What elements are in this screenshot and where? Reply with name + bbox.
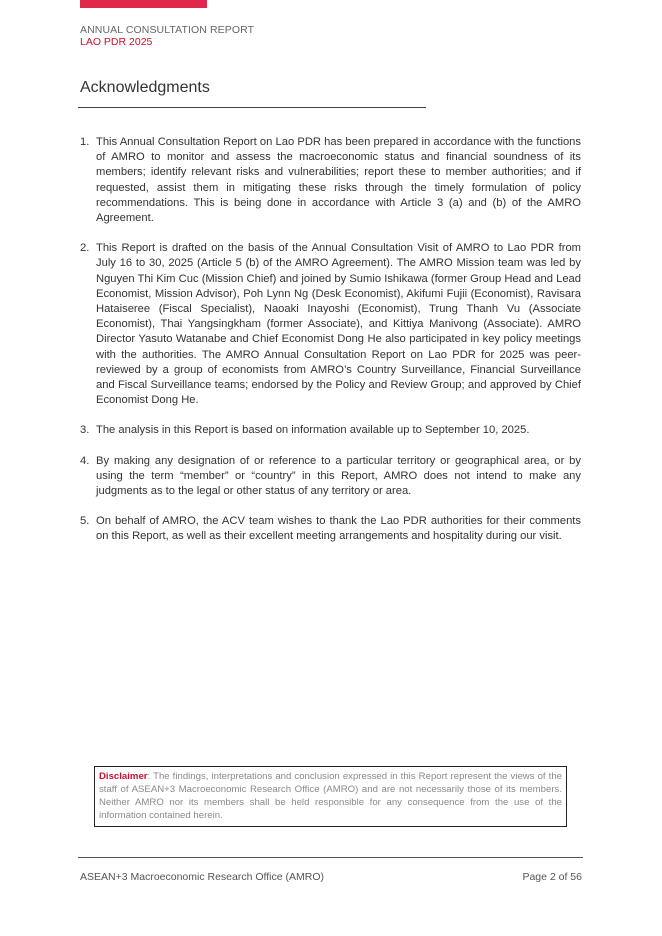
list-item [80,135,581,226]
item-text: By making any designation of or reference to a particular territory or geographical area, or by using the term “member” or “country” in this Report, AMRO does not intend to make any judgments as to the legal or other status of any territory or area. [96,454,581,498]
item-number: 3. [80,424,90,437]
list-item [80,241,581,408]
header-accent-bar [80,0,207,8]
disclaimer-text: : The findings, interpretations and conclusion expressed in this Report represent the views of the staff of ASEAN+3 Macroeconomic Research Office (AMRO) and are not necessarily those of its members. Neither AMRO nor its members shall be held responsible for any consequence from the use of the information contained herein. [99,771,562,821]
report-type-label: ANNUAL CONSULTATION REPORT [80,24,255,36]
item-number: 1. [80,136,90,148]
item-number: 2. [80,242,90,255]
section-title: Acknowledgments [80,79,210,96]
footer-page-number: Page 2 of 56 [522,871,582,883]
list-item [80,454,581,500]
item-text: On behalf of AMRO, the ACV team wishes to thank the Lao PDR authorities for their comments on this Report, as well as their excellent meeting arrangements and hospitality during our visit. [96,515,581,543]
report-country-year: LAO PDR 2025 [80,36,153,48]
list-item [80,423,581,438]
footer-organization: ASEAN+3 Macroeconomic Research Office (AMRO) [80,871,325,883]
item-text: The analysis in this Report is based on information available up to September 10, 2025. [96,424,530,437]
title-divider [78,107,426,108]
disclaimer-box [94,766,567,827]
footer-divider [78,857,583,858]
list-item [80,514,581,544]
acknowledgment-list [80,135,581,560]
item-text: This Report is drafted on the basis of the Annual Consultation Visit of AMRO to Lao PDR from July 16 to 30, 2025 (Article 5 (b) of the AMRO Agreement). The AMRO Mission team was led by Nguyen Thi Kim Cuc (Mission Chief) and joined by Sumio Ishikawa (former Group Head and Lead Economist, Mission Advisor), Poh Lynn Ng (Desk Economist), Akifumi Fujii (Economist), Ravisara Hataiseree (Fiscal Specialist), Naoaki Inayoshi (Economist), Trung Thanh Vu (Associate Economist), Thai Yangsingkham (former Associate), and Kittiya Manivong (Associate). AMRO Director Yasuto Watanabe and Chief Economist Dong He also participated in key policy meetings with the authorities. The AMRO Annual Consultation Report on Lao PDR for 2025 was peer-reviewed by a group of economists from AMRO’s Country Surveillance, Financial Surveillance and Fiscal Surveillance teams; endorsed by the Policy and Review Group; and approved by Chief Economist Dong He. [96,242,581,407]
item-text: This Annual Consultation Report on Lao PDR has been prepared in accordance with the functions of AMRO to monitor and assess the macroeconomic status and financial soundness of its members; identify relevant risks and vulnerabilities; report these to member authorities; and if requested, assist them in mitigating these risks through the timely formulation of policy recommendations. This is being done in accordance with Article 3 (a) and (b) of the AMRO Agreement. [96,136,581,225]
item-number: 5. [80,515,90,528]
disclaimer-label: Disclaimer [99,771,148,782]
item-number: 4. [80,454,90,467]
